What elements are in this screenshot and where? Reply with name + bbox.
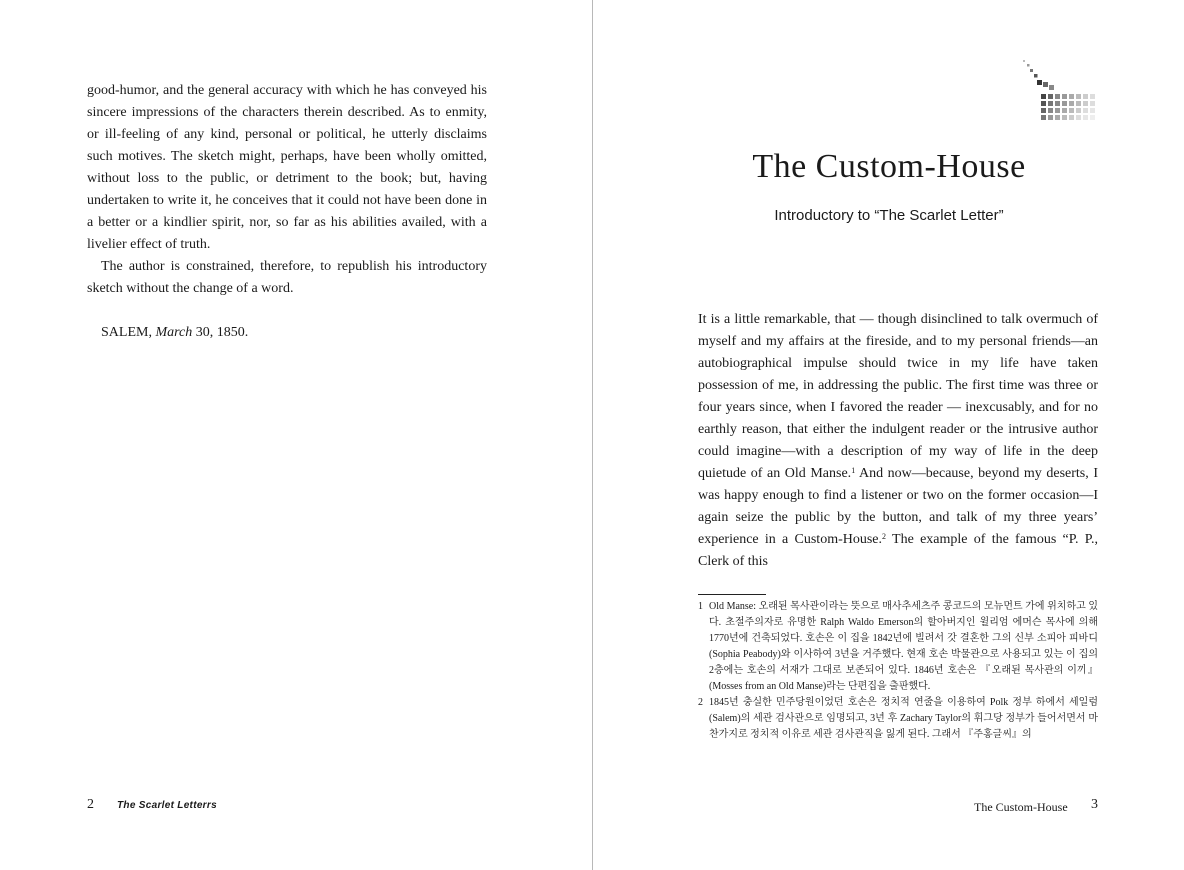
chapter-subtitle: Introductory to “The Scarlet Letter” — [774, 207, 1004, 224]
body-segment-2: And now—because, beyond my deserts, I was happy enough to find a listener or two on the former occasion—I again seize the public by the button, and talk of my three years’ experience in a Custom-House. — [698, 466, 1098, 547]
footnote-2 — [698, 695, 1098, 743]
left-paragraph-1: good-humor, and the general accuracy with which he has conveyed his sincere impressions of the characters therein described. As to enmity, or ill-feeling of any kind, personal or political, he utterly disclaims such motives. The sketch might, perhaps, have been wholly omitted, without loss to the public, or detriment to the book; but, having undertaken to write it, he conceives that it could not have been done in a better or a kindlier spirit, nor, so far as his abilities availed, with a livelier effect of truth. — [87, 83, 487, 252]
right-body-text — [698, 309, 1098, 573]
signoff-date: 30, 1850. — [195, 325, 249, 340]
footnote-text: 1845년 충실한 민주당원이었던 호손은 정치적 연줄을 이용하여 Polk 정부 하에서 세일럼(Salem)의 세관 검사관으로 임명되고, 3년 후 Zachary Taylor의 휘그당 정부가 들어서면서 마찬가지로 정치적 이유로 세관 검사관직을 잃게 된다. 그래서 『주홍글씨』의 — [709, 697, 1098, 740]
signoff-month: March — [155, 325, 193, 340]
footnote-1 — [698, 599, 1098, 695]
footnotes — [698, 599, 1098, 743]
body-segment-3: The example of the famous “P. P., Clerk of this — [698, 532, 1098, 569]
chapter-title: The Custom-House — [752, 148, 1026, 185]
footnote-rule — [698, 594, 766, 595]
footnote-text: Old Manse: 오래된 목사관이라는 뜻으로 매사추세츠주 콩코드의 모뉴먼트 가에 위치하고 있다. 초절주의자로 유명한 Ralph Waldo Emerson의 할아버지인 윌리엄 에머슨 목사에 의해 1770년에 건축되었다. 호손은 이 집을 1842년에 빌려서 갓 결혼한 그의 신부 소피아 피바디(Sophia Peabody)와 이사하여 3년을 거주했다. 현재 호손 박물관으로 사용되고 있는 이 집의 2층에는 호손의 서재가 그대로 보존되어 있다. 1846년 호손은 『오래된 목사관의 이끼』(Mosses from an Old Manse)라는 단편집을 출판했다. — [709, 601, 1098, 692]
running-head-right: The Custom-House — [974, 800, 1068, 814]
running-head-left: The Scarlet Letterrs — [117, 800, 217, 811]
signoff-place: SALEM, — [101, 325, 152, 340]
left-body-text — [87, 80, 487, 300]
page-number-left: 2 — [87, 797, 94, 812]
footnote-ref-1[interactable]: 1 — [851, 466, 856, 475]
left-paragraph-2: The author is constrained, therefore, to republish his introductory sketch without the change of a word. — [87, 259, 487, 296]
right-paragraph — [698, 309, 1098, 573]
footnote-number: 1 — [698, 601, 703, 612]
page-number-right: 3 — [1091, 797, 1098, 812]
right-page — [594, 0, 1184, 870]
footnote-ref-2[interactable]: 2 — [882, 532, 887, 541]
footnote-number: 2 — [698, 697, 703, 708]
body-segment-1: It is a little remarkable, that — though disinclined to talk overmuch of myself and my affairs at the fireside, and to my personal friends—an autobiographical impulse should twice in my life have taken possession of me, in addressing the public. The first time was three or four years since, when I favored the reader — inexcusably, and for no earthly reason, that either the indulgent reader or the intrusive author could imagine—with a description of my way of life in the deep quietude of an Old Manse. — [698, 312, 1098, 481]
page-gutter — [592, 0, 593, 870]
signoff — [101, 325, 248, 341]
chapter-ornament-icon — [1019, 58, 1099, 128]
